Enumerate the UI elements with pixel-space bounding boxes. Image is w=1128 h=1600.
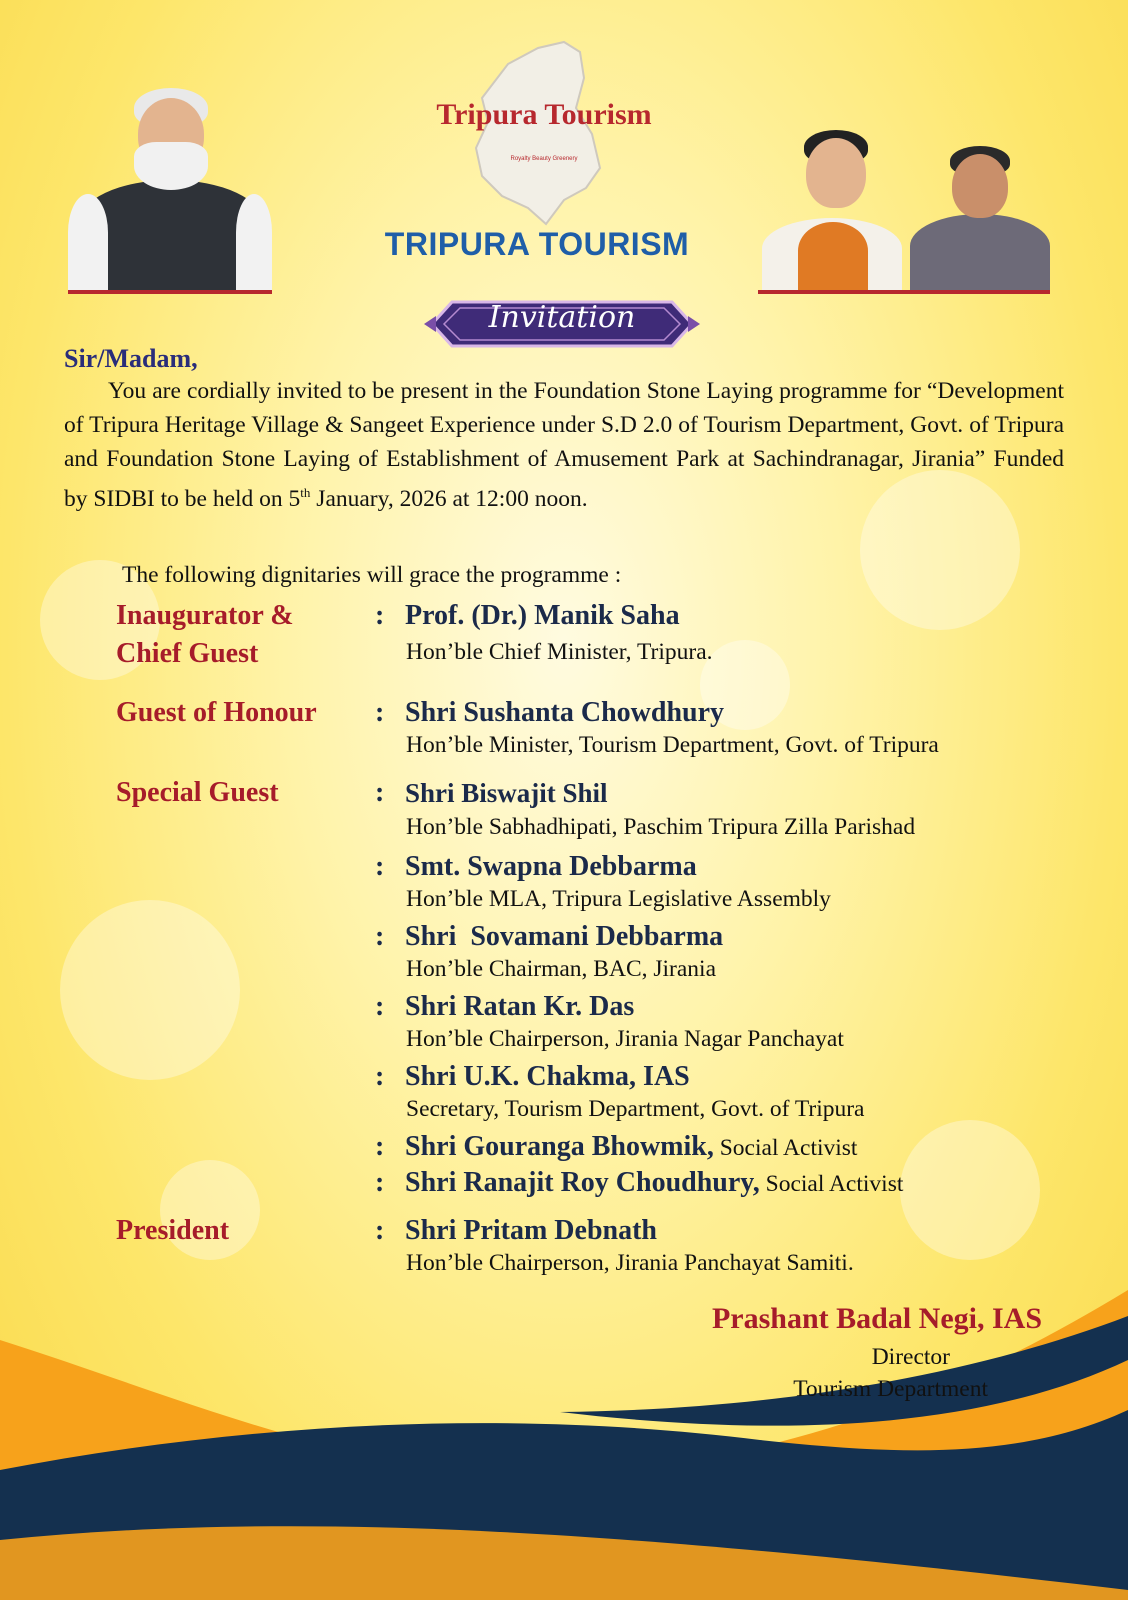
portrait-head <box>806 138 866 208</box>
dignitary-title: Hon’ble Chairperson, Jirania Nagar Panchayat <box>406 1026 844 1052</box>
dignitary-name <box>405 1128 857 1167</box>
portrait-sleeve <box>236 194 272 290</box>
separator-colon: : <box>375 777 385 808</box>
body-text: You are cordially invited to be present in the Foundation Stone Laying programme for “Development of Tripura Heritage Village & Sangeet Experience under S.D 2.0 of Tourism Department, Govt. of Tripura and Foundation Stone Laying of Establishment of Amusement Park at Sachindranagar, Jirania” Funded by SIDBI to be held on 5 <box>64 378 1064 512</box>
separator-colon: : <box>375 1167 385 1198</box>
ordinal-suffix: th <box>300 485 311 500</box>
dignitary-title: Hon’ble Minister, Tourism Department, Govt. of Tripura <box>406 732 939 758</box>
separator-colon: : <box>375 697 385 728</box>
signatory-designation: Director <box>871 1344 950 1370</box>
portrait-underline <box>68 290 272 294</box>
dignitary-name <box>405 1164 903 1203</box>
dignitary-suffix: Social Activist <box>713 1135 858 1161</box>
separator-colon: : <box>375 1061 385 1092</box>
signatory-department: Tourism Department <box>793 1376 988 1402</box>
state-map-outline <box>476 42 600 224</box>
tripura-tourism-logo <box>436 38 652 228</box>
logo-tagline: Royalty Beauty Greenery <box>510 156 578 162</box>
separator-colon: : <box>375 991 385 1022</box>
portrait-sleeve <box>68 194 108 290</box>
dignitary-title: Secretary, Tourism Department, Govt. of Tripura <box>406 1096 865 1122</box>
dignitary-name: Smt. Swapna Debbarma <box>405 851 697 882</box>
invitation-label: Invitation <box>488 300 636 335</box>
dignitary-name: Shri Biswajit Shil <box>405 778 608 808</box>
dignitary-name: Shri Sovamani Debbarma <box>405 921 724 952</box>
signatory-name: Prashant Badal Negi, IAS <box>711 1302 1042 1335</box>
dignitary-role: President <box>116 1215 230 1246</box>
invitation-banner <box>422 294 702 354</box>
separator-colon: : <box>375 600 385 631</box>
dignitary-role: Inaugurator & Chief Guest <box>116 600 294 669</box>
dignitary-title: Hon’ble Sabhadhipati, Paschim Tripura Zilla Parishad <box>406 814 916 840</box>
separator-colon: : <box>375 1215 385 1246</box>
dignitary-name: Shri Pritam Debnath <box>405 1215 657 1246</box>
dignitary-name: Shri Ratan Kr. Das <box>405 991 635 1022</box>
salutation: Sir/Madam, <box>64 344 198 373</box>
portrait-beard <box>134 142 208 190</box>
dignitaries-intro: The following dignitaries will grace the programme : <box>122 562 622 588</box>
dignitary-title: Hon’ble Chief Minister, Tripura. <box>406 639 713 665</box>
invitation-body <box>64 374 1064 516</box>
dignitary-name: Shri Sushanta Chowdhury <box>405 697 725 728</box>
separator-colon: : <box>375 851 385 882</box>
portrait-left <box>68 84 272 294</box>
bokeh-decoration <box>900 1120 1040 1260</box>
dignitary-title: Hon’ble MLA, Tripura Legislative Assembly <box>406 886 831 912</box>
dignitary-title: Hon’ble Chairperson, Jirania Panchayat Samiti. <box>406 1250 854 1276</box>
body-text: January, 2026 at 12:00 noon. <box>310 485 588 512</box>
portrait-scarf <box>798 222 868 294</box>
dignitary-name: Prof. (Dr.) Manik Saha <box>405 600 680 631</box>
org-title: TRIPURA TOURISM <box>384 226 690 262</box>
portrait-head <box>952 154 1008 218</box>
portrait-right-pair <box>758 126 1050 294</box>
bokeh-decoration <box>60 900 240 1080</box>
dignitary-name: Shri U.K. Chakma, IAS <box>405 1061 690 1092</box>
dignitary-title: Hon’ble Chairman, BAC, Jirania <box>406 956 717 982</box>
separator-colon: : <box>375 921 385 952</box>
logo-wordmark: Tripura Tourism <box>436 98 652 131</box>
dignitary-name-text: Shri Gouranga Bhowmik, <box>405 1131 714 1162</box>
separator-colon: : <box>375 1131 385 1162</box>
portrait-torso <box>910 214 1050 294</box>
portrait-underline <box>758 290 1050 294</box>
dignitary-role: Special Guest <box>116 777 279 808</box>
dignitary-role: Guest of Honour <box>116 697 317 728</box>
dignitary-name-text: Shri Ranajit Roy Choudhury, <box>405 1167 760 1198</box>
dignitary-suffix: Social Activist <box>759 1171 904 1197</box>
